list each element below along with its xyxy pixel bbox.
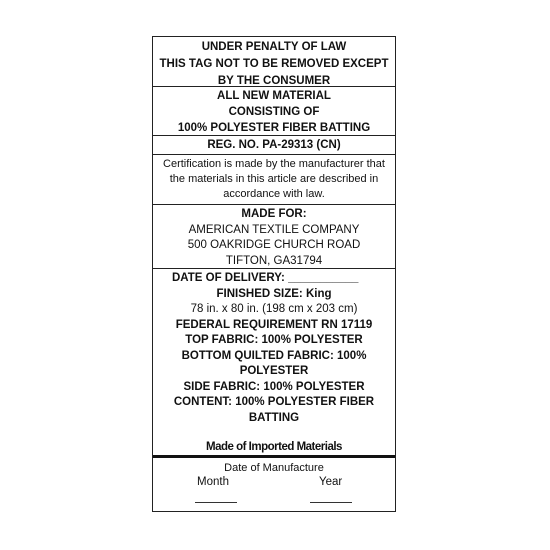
reg-number-section xyxy=(153,137,395,153)
month-label: Month xyxy=(197,476,229,488)
divider xyxy=(153,135,395,136)
manufacture-title: Date of Manufacture xyxy=(224,462,324,474)
imported-text: Made of Imported Materials xyxy=(206,441,342,453)
certification-line-3: accordance with law. xyxy=(223,188,325,200)
warning-line-2: THIS TAG NOT TO BE REMOVED EXCEPT xyxy=(159,58,389,70)
made-for-section xyxy=(153,207,395,269)
month-blank xyxy=(195,502,237,503)
material-line-3: 100% POLYESTER FIBER BATTING xyxy=(177,122,371,134)
bottom-fabric-line-2: POLYESTER xyxy=(239,365,309,377)
content-line-2: BATTING xyxy=(248,411,300,424)
warning-section xyxy=(153,39,395,90)
thick-divider xyxy=(153,455,395,458)
warning-line-1: UNDER PENALTY OF LAW xyxy=(201,41,347,53)
material-line-2: CONSISTING OF xyxy=(228,106,320,118)
content-line-1: CONTENT: 100% POLYESTER FIBER xyxy=(173,396,375,408)
made-for-company: AMERICAN TEXTILE COMPANY xyxy=(188,223,360,236)
material-section xyxy=(153,88,395,136)
divider xyxy=(153,268,395,269)
year-label: Year xyxy=(319,476,343,488)
made-for-street: 500 OAKRIDGE CHURCH ROAD xyxy=(187,239,361,251)
certification-section xyxy=(153,157,395,202)
imported-materials xyxy=(153,440,395,455)
manufacture-title-section xyxy=(153,461,395,476)
certification-line-2: the materials in this article are described in xyxy=(169,173,379,185)
made-for-label: MADE FOR: xyxy=(241,208,307,220)
side-fabric: SIDE FABRIC: 100% POLYESTER xyxy=(183,380,365,393)
material-line-1: ALL NEW MATERIAL xyxy=(217,90,331,102)
finished-size: FINISHED SIZE: King xyxy=(216,287,332,300)
made-for-city: TIFTON, GA31794 xyxy=(225,254,323,267)
divider xyxy=(153,154,395,155)
certification-line-1: Certification is made by the manufacturer that xyxy=(163,158,385,170)
year-blank xyxy=(310,502,352,503)
date-of-delivery: DATE OF DELIVERY: ___________ xyxy=(172,272,359,284)
warning-line-3: BY THE CONSUMER xyxy=(217,75,331,87)
divider xyxy=(153,204,395,205)
top-fabric: TOP FABRIC: 100% POLYESTER xyxy=(185,334,363,346)
federal-requirement: FEDERAL REQUIREMENT RN 17119 xyxy=(175,318,373,331)
law-tag xyxy=(152,36,396,512)
reg-number: REG. NO. PA-29313 (CN) xyxy=(207,139,341,151)
divider xyxy=(153,86,395,87)
bottom-fabric-line-1: BOTTOM QUILTED FABRIC: 100% xyxy=(181,349,367,362)
details-section xyxy=(153,271,395,426)
dimensions: 78 in. x 80 in. (198 cm x 203 cm) xyxy=(190,303,358,315)
